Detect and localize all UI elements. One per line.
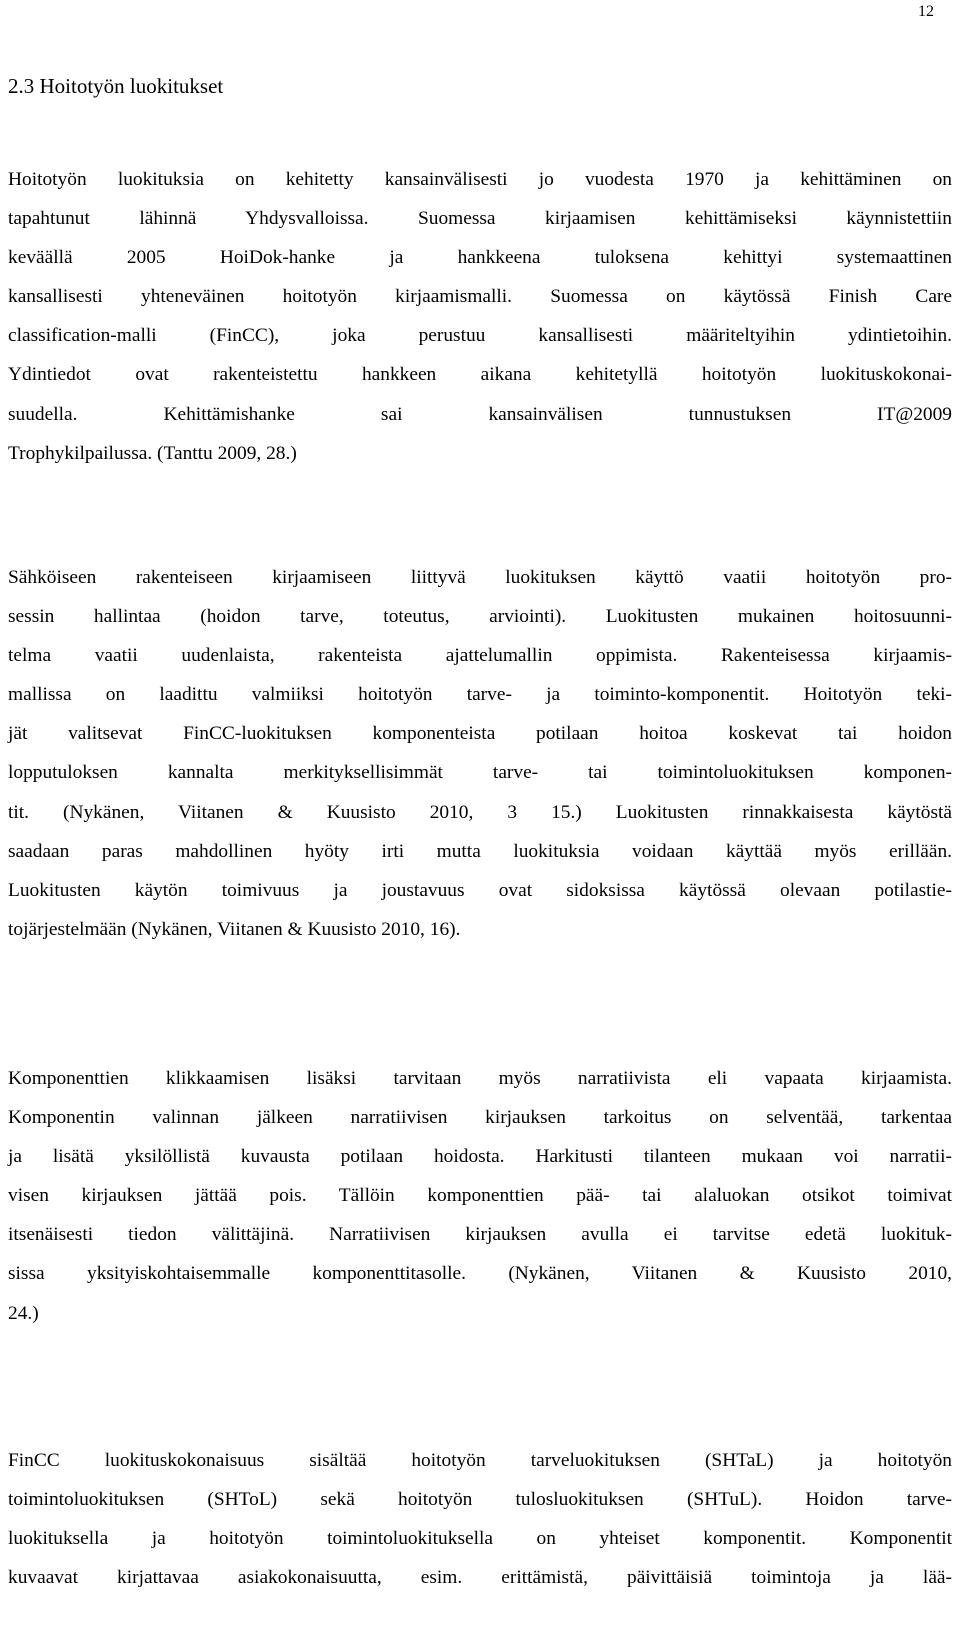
paragraph-line: saadaan paras mahdollinen hyöty irti mutta luokituksia voidaan käyttää myös erillään. — [8, 840, 952, 862]
section-heading: 2.3 Hoitotyön luokitukset — [8, 74, 224, 98]
paragraph-line: Trophykilpailussa. (Tanttu 2009, 28.) — [8, 442, 297, 464]
page-number: 12 — [918, 3, 934, 20]
paragraph-line: itsenäisesti tiedon välittäjinä. Narratiivisen kirjauksen avulla ei tarvitse edetä luokituk- — [8, 1224, 952, 1246]
paragraph-line: FinCC luokituskokonaisuus sisältää hoitotyön tarveluokituksen (SHTaL) ja hoitotyön — [8, 1450, 952, 1471]
paragraph-line: Komponenttien klikkaamisen lisäksi tarvitaan myös narratiivista eli vapaata kirjaamista. — [8, 1068, 952, 1089]
paragraph-line: classification-malli (FinCC), joka perustuu kansallisesti määriteltyihin ydintietoihin. — [8, 325, 952, 347]
paragraph-4 — [8, 1441, 952, 1597]
paragraph-line: tapahtunut lähinnä Yhdysvalloissa. Suomessa kirjaamisen kehittämiseksi käynnistettiin — [8, 208, 952, 230]
paragraph-line: tit. (Nykänen, Viitanen & Kuusisto 2010, 3 15.) Luokitusten rinnakkaisesta käytöstä — [8, 801, 952, 823]
paragraph-line: Komponentin valinnan jälkeen narratiivisen kirjauksen tarkoitus on selventää, tarkentaa — [8, 1107, 952, 1129]
paragraph-line: 24.) — [8, 1302, 39, 1324]
paragraph-3 — [8, 1059, 952, 1333]
paragraph-line: suudella. Kehittämishanke sai kansainvälisen tunnustuksen IT@2009 — [8, 403, 952, 425]
paragraph-line: mallissa on laadittu valmiiksi hoitotyön tarve- ja toiminto-komponentit. Hoitotyön teki- — [8, 684, 952, 706]
paragraph-line: sessin hallintaa (hoidon tarve, toteutus, arviointi). Luokitusten mukainen hoitosuunni- — [8, 606, 952, 628]
paragraph-line: ja lisätä yksilöllistä kuvausta potilaan hoidosta. Harkitusti tilanteen mukaan voi narratii- — [8, 1146, 952, 1168]
paragraph-line: kansallisesti yhteneväinen hoitotyön kirjaamismalli. Suomessa on käytössä Finish Care — [8, 286, 952, 308]
paragraph-1 — [8, 160, 952, 473]
paragraph-line: toimintoluokituksen (SHToL) sekä hoitotyön tulosluokituksen (SHTuL). Hoidon tarve- — [8, 1489, 952, 1511]
paragraph-line: kuvaavat kirjattavaa asiakokonaisuutta, esim. erittämistä, päivittäisiä toimintoja ja lää- — [8, 1567, 952, 1589]
paragraph-line: tojärjestelmään (Nykänen, Viitanen & Kuusisto 2010, 16). — [8, 918, 461, 940]
paragraph-line: Sähköiseen rakenteiseen kirjaamiseen liittyvä luokituksen käyttö vaatii hoitotyön pro- — [8, 567, 952, 588]
paragraph-line: Ydintiedot ovat rakenteistettu hankkeen aikana kehitetyllä hoitotyön luokituskokonai- — [8, 364, 952, 386]
paragraph-line: keväällä 2005 HoiDok-hanke ja hankkeena tuloksena kehittyi systemaattinen — [8, 247, 952, 269]
paragraph-line: sissa yksityiskohtaisemmalle komponenttitasolle. (Nykänen, Viitanen & Kuusisto 2010, — [8, 1263, 952, 1285]
paragraph-line: visen kirjauksen jättää pois. Tällöin komponenttien pää- tai alaluokan otsikot toimivat — [8, 1185, 952, 1207]
paragraph-2 — [8, 558, 952, 949]
paragraph-line: jät valitsevat FinCC-luokituksen komponenteista potilaan hoitoa koskevat tai hoidon — [8, 723, 952, 745]
paragraph-line: luokituksella ja hoitotyön toimintoluokituksella on yhteiset komponentit. Komponentit — [8, 1528, 952, 1550]
paragraph-line: telma vaatii uudenlaista, rakenteista ajattelumallin oppimista. Rakenteisessa kirjaamis- — [8, 645, 952, 667]
paragraph-line: Hoitotyön luokituksia on kehitetty kansainvälisesti jo vuodesta 1970 ja kehittäminen on — [8, 169, 952, 190]
paragraph-line: lopputuloksen kannalta merkityksellisimmät tarve- tai toimintoluokituksen komponen- — [8, 762, 952, 784]
paragraph-line: Luokitusten käytön toimivuus ja joustavuus ovat sidoksissa käytössä olevaan potilastie- — [8, 879, 952, 901]
